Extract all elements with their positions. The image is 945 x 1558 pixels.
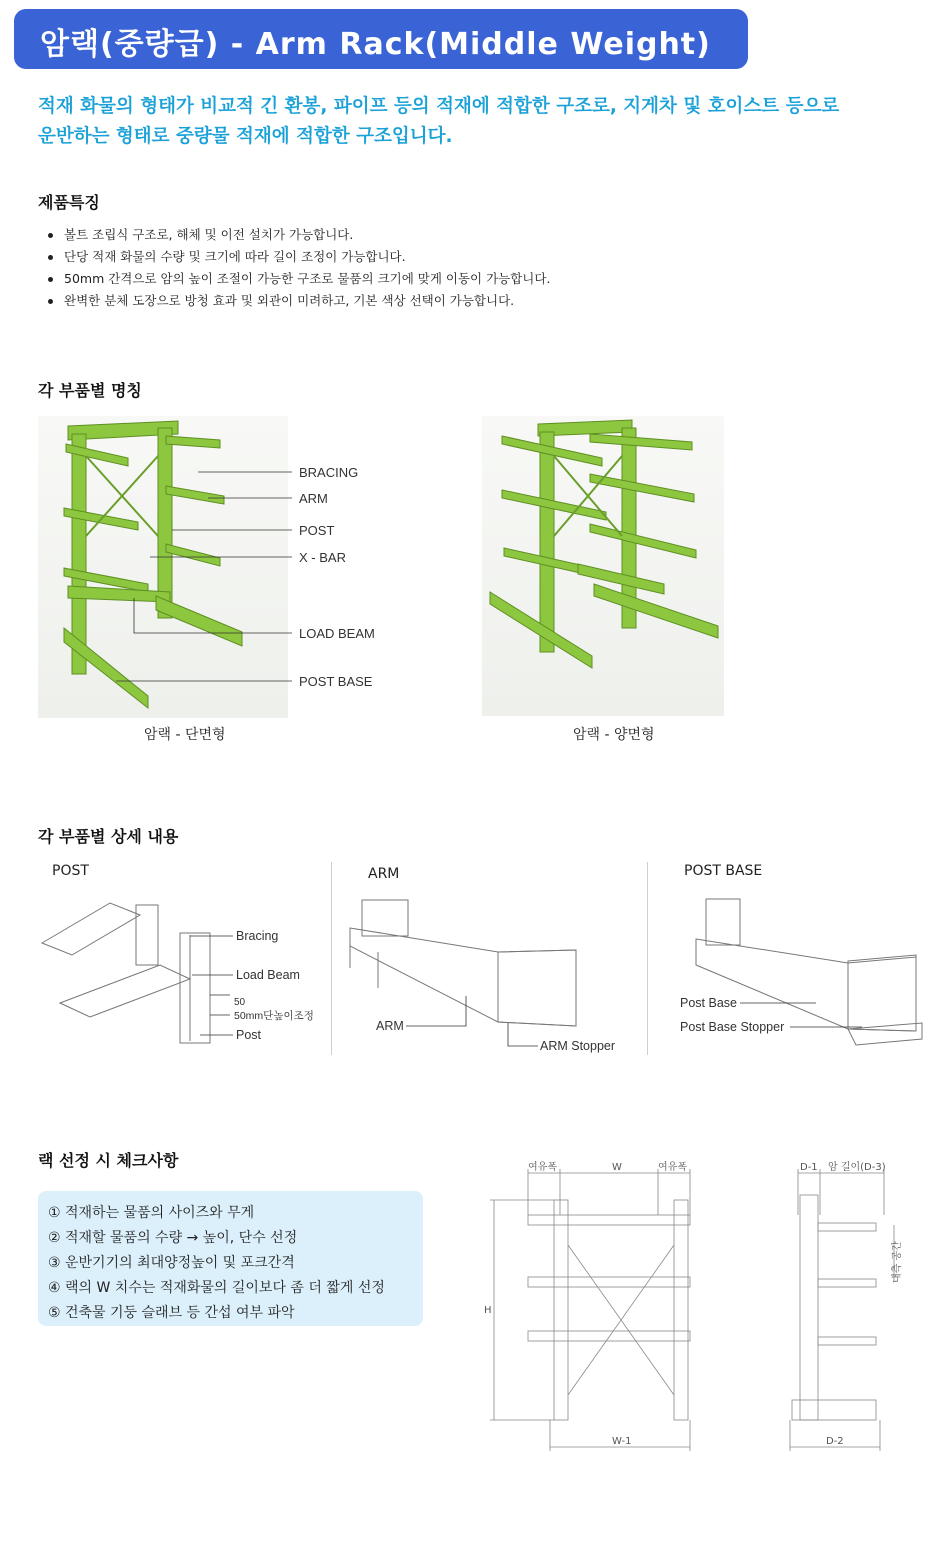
post-label-load-beam: Load Beam xyxy=(236,968,300,982)
arm-label-arm: ARM xyxy=(376,1019,404,1033)
checklist-item: ④ 랙의 W 치수는 적재화물의 길이보다 좀 더 짧게 선정 xyxy=(48,1280,385,1296)
post-label-pitch-note: 50mm단높이조정 xyxy=(234,1010,314,1022)
checklist-item: ③ 운반기기의 최대양정높이 및 포크간격 xyxy=(48,1255,295,1271)
checklist-item: ② 적재할 물품의 수량 → 높이, 단수 선정 xyxy=(48,1230,298,1246)
label-arm: ARM xyxy=(299,491,328,506)
label-bracing: BRACING xyxy=(299,465,359,480)
feature-item: 50mm 간격으로 암의 높이 조절이 가능한 구조로 물품의 크기에 맞게 이동이 가능합니다. xyxy=(46,268,550,290)
base-label-post-base: Post Base xyxy=(680,996,737,1010)
detail-post-title: POST xyxy=(52,863,89,879)
feature-item: 볼트 조립식 구조로, 해체 및 이전 설치가 가능합니다. xyxy=(46,224,550,246)
dim-d1: D-1 xyxy=(800,1162,818,1173)
divider xyxy=(331,862,332,1055)
feature-item: 단당 적재 화물의 수량 및 크기에 따라 길이 조정이 가능합니다. xyxy=(46,246,550,268)
divider xyxy=(647,862,648,1055)
checklist-item: ⑤ 건축물 기둥 슬래브 등 간섭 여부 파악 xyxy=(48,1305,295,1321)
detail-arm-title: ARM xyxy=(368,866,400,882)
arm-detail-drawing xyxy=(348,898,638,1058)
title-banner xyxy=(14,9,748,69)
double-sided-rack-illustration xyxy=(482,416,724,716)
details-heading: 각 부품별 상세 내용 xyxy=(38,827,179,846)
dim-margin-left: 여유폭 xyxy=(528,1162,557,1173)
post-label-bracing: Bracing xyxy=(236,929,279,943)
label-x-bar: X - BAR xyxy=(299,550,346,565)
checklist xyxy=(38,1191,423,1326)
base-label-stopper: Post Base Stopper xyxy=(680,1020,785,1034)
checklist-heading: 랙 선정 시 체크사항 xyxy=(38,1151,179,1170)
dim-margin-right: 여유폭 xyxy=(658,1162,687,1173)
base-detail-drawing xyxy=(676,895,936,1055)
caption-single-sided: 암랙 - 단면형 xyxy=(144,727,226,743)
label-load-beam: LOAD BEAM xyxy=(299,626,375,641)
detail-base-title: POST BASE xyxy=(684,863,763,879)
checklist-box xyxy=(38,1191,423,1326)
dim-w: W xyxy=(612,1162,622,1173)
checklist-item: ① 적재하는 물품의 사이즈와 무게 xyxy=(48,1205,255,1221)
intro-line-2: 운반하는 형태로 중량물 적재에 적합한 구조입니다. xyxy=(38,126,453,147)
dimension-drawing xyxy=(480,1155,903,1455)
post-label-post: Post xyxy=(236,1028,262,1042)
page-title: 암랙(중량급) - Arm Rack(Middle Weight) xyxy=(40,27,711,62)
arm-label-stopper: ARM Stopper xyxy=(540,1039,616,1053)
features-list xyxy=(46,224,550,312)
caption-double-sided: 암랙 - 양면형 xyxy=(573,727,655,743)
label-post: POST xyxy=(299,523,335,538)
dim-h: H xyxy=(484,1305,492,1316)
dim-w1: W-1 xyxy=(612,1436,632,1447)
feature-item: 완벽한 분체 도장으로 방청 효과 및 외관이 미려하고, 기본 색상 선택이 가능합니다. xyxy=(46,290,550,312)
dim-d2: D-2 xyxy=(826,1436,844,1447)
intro-line-1: 적재 화물의 형태가 비교적 긴 환봉, 파이프 등의 적재에 적합한 구조로, 지게차 및 호이스트 등으로 xyxy=(38,96,840,117)
label-post-base: POST BASE xyxy=(299,674,373,689)
post-detail-drawing xyxy=(40,895,330,1055)
parts-heading: 각 부품별 명칭 xyxy=(38,381,142,400)
intro-text xyxy=(38,92,918,152)
dim-inner-space: 내측 공간 xyxy=(892,1241,903,1283)
dim-arm-length: 암 길이(D-3) xyxy=(828,1162,886,1173)
post-label-pitch: 50 xyxy=(234,997,246,1008)
features-heading: 제품특징 xyxy=(38,193,100,212)
part-leader-lines xyxy=(120,460,380,700)
